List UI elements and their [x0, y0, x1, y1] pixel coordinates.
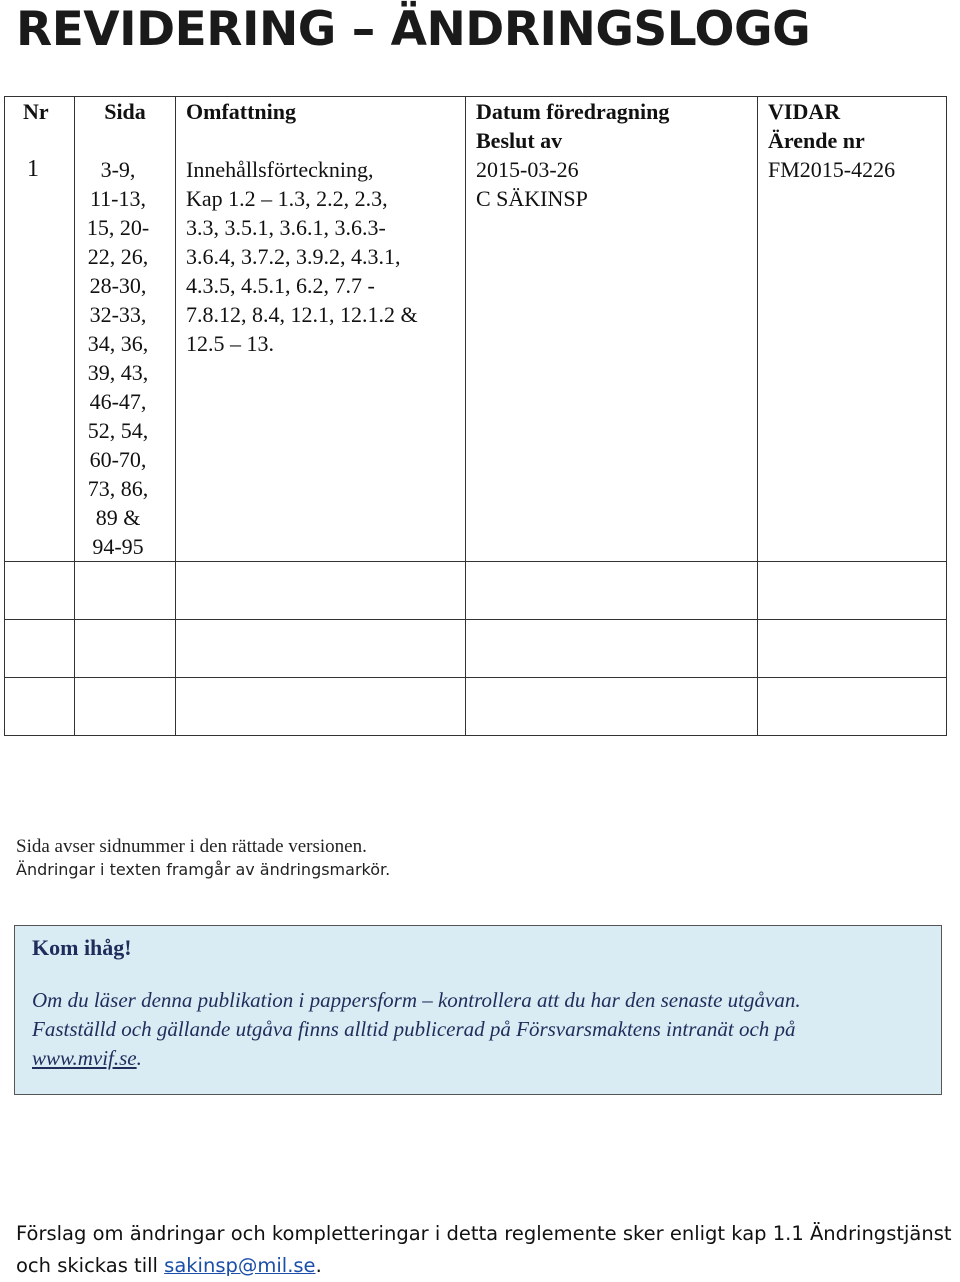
empty-cell [75, 562, 176, 620]
table-row-empty [5, 620, 947, 678]
sida-line: 34, 36, [87, 331, 149, 356]
reminder-line1: Om du läser denna publikation i pappersform – kontrollera att du har den senaste utgåvan. [32, 988, 801, 1012]
note-sida: Sida avser sidnummer i den rättade versionen. [16, 836, 367, 857]
reminder-text [32, 986, 932, 1073]
omfattning-line: Innehållsförteckning, [186, 157, 374, 182]
vidar-line: FM2015-4226 [768, 157, 896, 182]
header-datum-line2: Beslut av [476, 128, 563, 153]
sida-line: 89 & [95, 505, 141, 530]
table-row [5, 155, 947, 562]
header-nr: Nr [5, 97, 75, 156]
table-row-empty [5, 678, 947, 736]
footer-line1: Förslag om ändringar och kompletteringar i detta reglemente sker enligt kap 1.1 Ändringstjänst [16, 1222, 952, 1245]
reminder-line2: Fastställd och gällande utgåva finns alltid publicerad på Försvarsmaktens intranät och på [32, 1017, 796, 1041]
empty-cell [466, 562, 758, 620]
empty-cell [466, 620, 758, 678]
sida-line: 3-9, [100, 157, 136, 182]
sida-line: 60-70, [89, 447, 147, 472]
sida-line: 22, 26, [87, 244, 149, 269]
empty-cell [5, 562, 75, 620]
footer-prefix: och skickas till [16, 1254, 165, 1277]
cell-sida [75, 155, 176, 562]
header-datum-line1: Datum föredragning [476, 99, 670, 124]
omfattning-line: 4.3.5, 4.5.1, 6.2, 7.7 - [186, 273, 375, 298]
revision-log-table [4, 96, 947, 736]
footer-line2 [16, 1250, 951, 1282]
header-sida: Sida [75, 97, 176, 156]
header-omfattning: Omfattning [176, 97, 466, 156]
footer-text [16, 1218, 951, 1282]
cell-datum [466, 155, 758, 562]
mvif-link[interactable]: www.mvif.se [32, 1046, 137, 1070]
cell-omfattning [176, 155, 466, 562]
omfattning-line: 12.5 – 13. [186, 331, 274, 356]
empty-cell [176, 678, 466, 736]
note-andringar: Ändringar i texten framgår av ändringsmarkör. [16, 860, 391, 879]
sida-line: 46-47, [89, 389, 147, 414]
empty-cell [758, 620, 947, 678]
datum-line: 2015-03-26 [476, 157, 579, 182]
sida-line: 94-95 [92, 534, 144, 559]
beslut-line: C SÄKINSP [476, 186, 588, 211]
omfattning-line: 3.6.4, 3.7.2, 3.9.2, 4.3.1, [186, 244, 401, 269]
omfattning-line: Kap 1.2 – 1.3, 2.2, 2.3, [186, 186, 388, 211]
empty-cell [176, 620, 466, 678]
empty-cell [5, 678, 75, 736]
sida-line: 32-33, [89, 302, 147, 327]
empty-cell [758, 678, 947, 736]
empty-cell [176, 562, 466, 620]
sida-line: 39, 43, [87, 360, 149, 385]
reminder-link-suffix: . [136, 1046, 142, 1070]
table-header-row [5, 97, 947, 156]
header-vidar-line1: VIDAR [768, 99, 841, 124]
sida-line: 52, 54, [87, 418, 149, 443]
empty-cell [75, 678, 176, 736]
omfattning-line: 7.8.12, 8.4, 12.1, 12.1.2 & [186, 302, 418, 327]
empty-cell [75, 620, 176, 678]
cell-nr: 1 [5, 155, 75, 562]
sida-line: 28-30, [89, 273, 147, 298]
reminder-title: Kom ihåg! [32, 935, 132, 960]
footer-suffix: . [315, 1254, 322, 1277]
cell-vidar [758, 155, 947, 562]
reminder-line3 [32, 1044, 932, 1073]
sida-line: 11-13, [89, 186, 146, 211]
header-datum [466, 97, 758, 156]
sida-line: 15, 20- [86, 215, 150, 240]
email-link[interactable]: sakinsp@mil.se [164, 1254, 316, 1277]
omfattning-line: 3.3, 3.5.1, 3.6.1, 3.6.3- [186, 215, 386, 240]
table-row-empty [5, 562, 947, 620]
empty-cell [5, 620, 75, 678]
reminder-box [14, 925, 942, 1095]
empty-cell [758, 562, 947, 620]
header-vidar-line2: Ärende nr [768, 128, 865, 153]
header-vidar [758, 97, 947, 156]
empty-cell [466, 678, 758, 736]
page-title: REVIDERING – ÄNDRINGSLOGG [16, 2, 811, 57]
sida-line: 73, 86, [87, 476, 149, 501]
